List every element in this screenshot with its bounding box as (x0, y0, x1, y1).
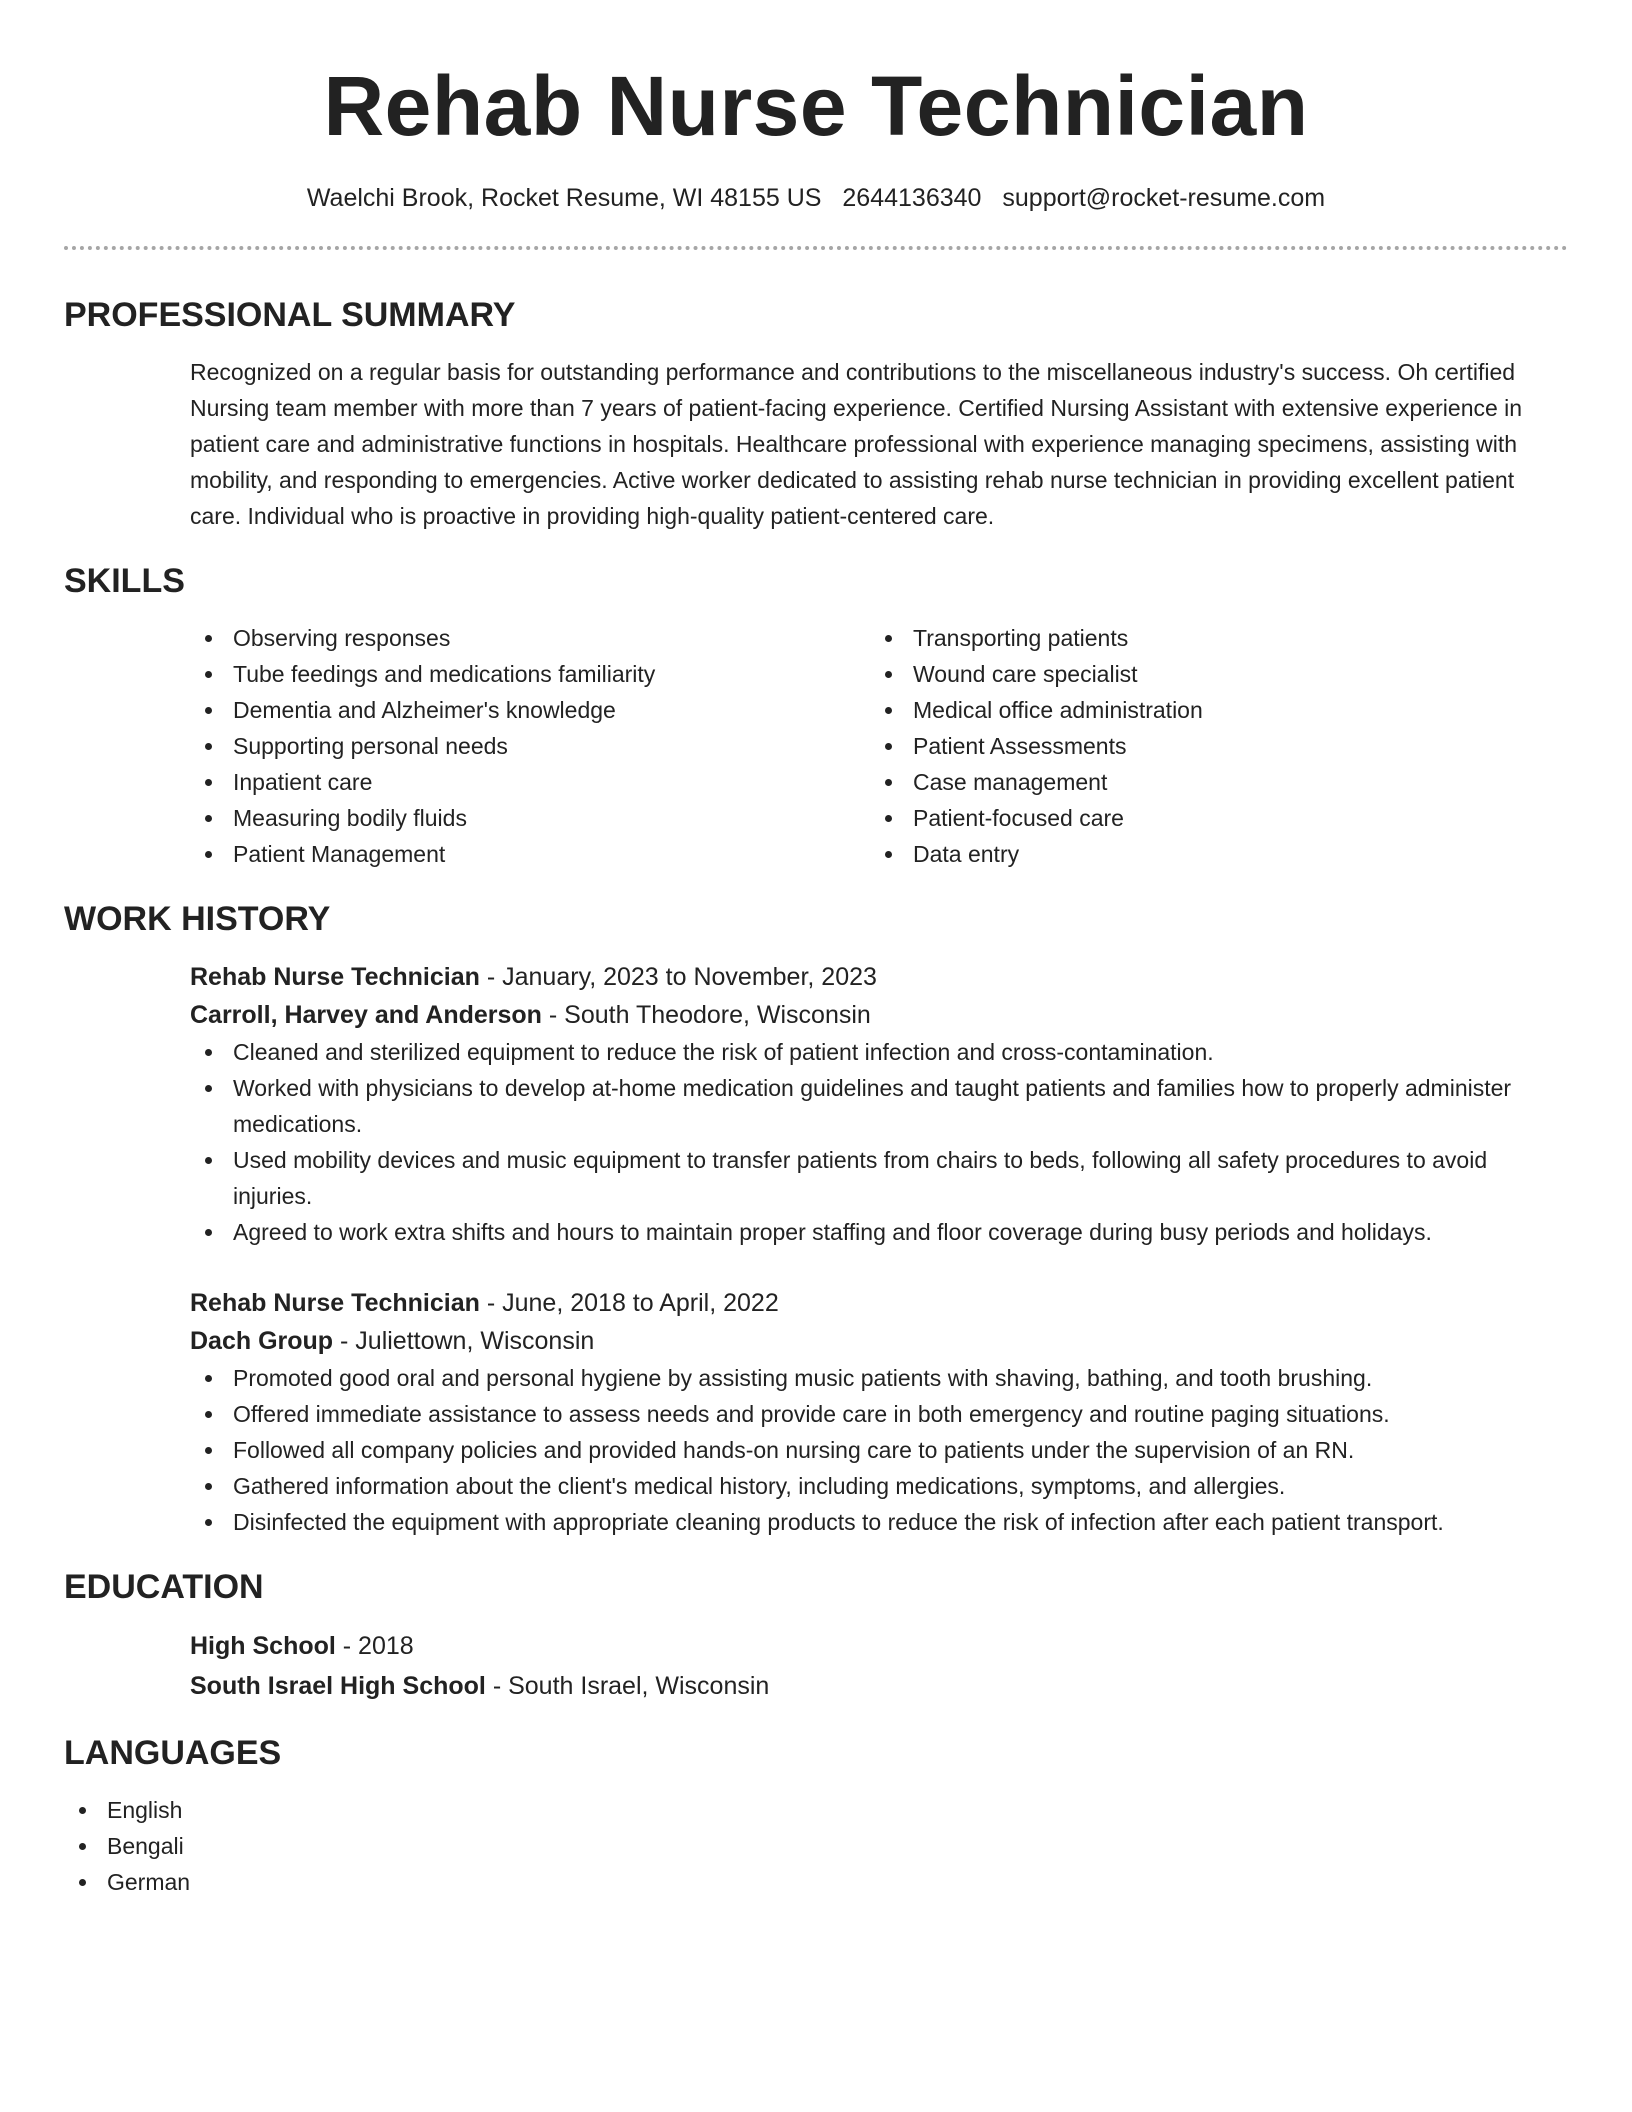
language-item: German (64, 1864, 1568, 1900)
job-duty: Followed all company policies and provided hands-on nursing care to patients under the supervision of an RN. (190, 1432, 1568, 1468)
job-duty: Used mobility devices and music equipment to transfer patients from chairs to beds, following all safety procedures to avoid injuries. (190, 1142, 1568, 1214)
skill-item: Observing responses (190, 620, 870, 656)
job-company-line (190, 1322, 1568, 1360)
education-location: - South Israel, Wisconsin (485, 1672, 770, 1700)
contact-phone: 2644136340 (842, 184, 982, 212)
skill-item: Medical office administration (870, 692, 1550, 728)
education-school-line (190, 1666, 1568, 1706)
job-duties (190, 1034, 1568, 1250)
skill-item: Patient Management (190, 836, 870, 872)
resume-page (64, 0, 1568, 1900)
skill-item: Patient-focused care (870, 800, 1550, 836)
job-location: - Juliettown, Wisconsin (333, 1327, 595, 1355)
education-entry (190, 1626, 1568, 1706)
job-duty: Disinfected the equipment with appropriate cleaning products to reduce the risk of infection after each patient transport. (190, 1504, 1568, 1540)
job-title-line (190, 1284, 1568, 1322)
summary-heading: PROFESSIONAL SUMMARY (64, 296, 516, 334)
education-degree-line (190, 1626, 1568, 1666)
languages-heading: LANGUAGES (64, 1734, 282, 1772)
job-company: Dach Group (190, 1327, 334, 1355)
skill-item: Patient Assessments (870, 728, 1550, 764)
header-divider (64, 246, 1568, 250)
candidate-name: Rehab Nurse Technician (323, 59, 1309, 153)
education-year: - 2018 (335, 1632, 414, 1660)
job-duty: Worked with physicians to develop at-home medication guidelines and taught patients and families how to properly administer medications. (190, 1070, 1568, 1142)
skill-item: Tube feedings and medications familiarity (190, 656, 870, 692)
skill-item: Supporting personal needs (190, 728, 870, 764)
skills-heading: SKILLS (64, 562, 185, 600)
contact-line (64, 182, 1568, 214)
skill-item: Inpatient care (190, 764, 870, 800)
job-title-line (190, 958, 1568, 996)
job-company: Carroll, Harvey and Anderson (190, 1001, 542, 1029)
contact-email: support@rocket-resume.com (1002, 184, 1326, 212)
skill-item: Case management (870, 764, 1550, 800)
job-duty: Cleaned and sterilized equipment to reduce the risk of patient infection and cross-contamination. (190, 1034, 1568, 1070)
job-company-line (190, 996, 1568, 1034)
skills-column-left (190, 620, 870, 872)
job-duty: Promoted good oral and personal hygiene by assisting music patients with shaving, bathing, and tooth brushing. (190, 1360, 1568, 1396)
languages-list (64, 1792, 1568, 1900)
education-school: South Israel High School (190, 1672, 486, 1700)
job-duty: Agreed to work extra shifts and hours to maintain proper staffing and floor coverage during busy periods and holidays. (190, 1214, 1568, 1250)
job-entry (190, 1284, 1568, 1540)
job-role: Rehab Nurse Technician (190, 963, 480, 991)
skill-item: Dementia and Alzheimer's knowledge (190, 692, 870, 728)
skill-item: Wound care specialist (870, 656, 1550, 692)
contact-address: Waelchi Brook, Rocket Resume, WI 48155 US (306, 184, 822, 212)
job-entry (190, 958, 1568, 1250)
skills-column-right (870, 620, 1550, 872)
skill-item: Data entry (870, 836, 1550, 872)
job-dates: - June, 2018 to April, 2022 (479, 1289, 779, 1317)
job-duty: Gathered information about the client's medical history, including medications, symptoms, and allergies. (190, 1468, 1568, 1504)
job-role: Rehab Nurse Technician (190, 1289, 480, 1317)
skills-list (190, 620, 1568, 872)
language-item: English (64, 1792, 1568, 1828)
education-degree: High School (190, 1632, 336, 1660)
education-heading: EDUCATION (64, 1568, 264, 1606)
job-duty: Offered immediate assistance to assess needs and provide care in both emergency and routine paging situations. (190, 1396, 1568, 1432)
job-location: - South Theodore, Wisconsin (541, 1001, 871, 1029)
summary-text: Recognized on a regular basis for outstanding performance and contributions to the miscellaneous industry's success. Oh certified Nursing team member with more than 7 years of patient-facing experience. Certified Nursing Assistant with extensive experience in patient care and administrative functions in hospitals. Healthcare professional with experience managing specimens, assisting with mobility, and responding to emergencies. Active worker dedicated to assisting rehab nurse technician in providing excellent patient care. Individual who is proactive in providing high-quality patient-centered care. (190, 359, 1523, 529)
language-item: Bengali (64, 1828, 1568, 1864)
skill-item: Measuring bodily fluids (190, 800, 870, 836)
work-history-heading: WORK HISTORY (64, 900, 331, 938)
job-dates: - January, 2023 to November, 2023 (479, 963, 877, 991)
job-duties (190, 1360, 1568, 1540)
skill-item: Transporting patients (870, 620, 1550, 656)
